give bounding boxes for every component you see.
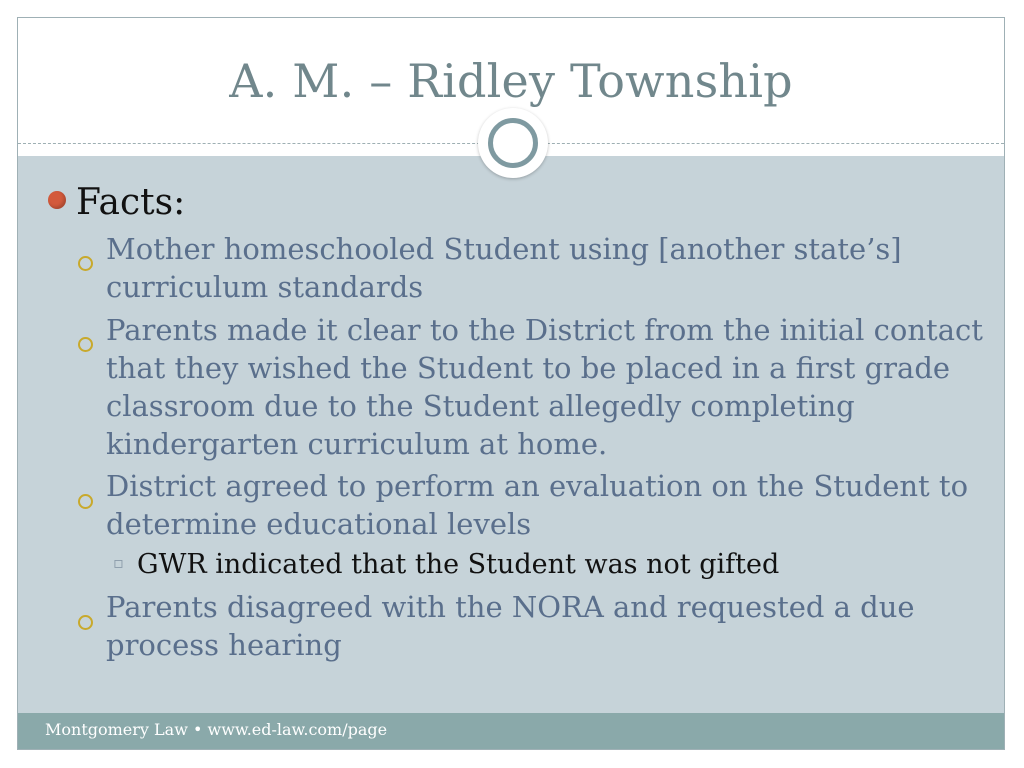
bullet-point: Parents made it clear to the District from the initial contact that they wished the Student to be placed in a first grade classroom due to the Student allegedly completing kindergarten curriculum at home. [106, 313, 983, 461]
slide [17, 17, 1005, 750]
slide-title: A. M. – Ridley Township [229, 54, 793, 108]
square-bullet-icon: ▫ [113, 553, 124, 572]
filled-circle-bullet-icon [48, 191, 66, 209]
bullet-point: District agreed to perform an evaluation on the Student to determine educational levels [106, 469, 969, 541]
hollow-circle-bullet-icon [78, 494, 93, 509]
sub-bullet-point: GWR indicated that the Student was not gifted [137, 549, 780, 580]
bullet-point: Mother homeschooled Student using [another state’s] curriculum standards [106, 232, 902, 304]
hollow-circle-bullet-icon [78, 615, 93, 630]
slide-content [18, 156, 1004, 716]
hollow-circle-bullet-icon [78, 337, 93, 352]
bullet-point: Parents disagreed with the NORA and requested a due process hearing [106, 590, 915, 662]
footer-text: Montgomery Law • www.ed-law.com/page [45, 720, 388, 739]
facts-heading: Facts: [76, 182, 186, 223]
hollow-circle-bullet-icon [78, 256, 93, 271]
footer [18, 713, 1004, 749]
